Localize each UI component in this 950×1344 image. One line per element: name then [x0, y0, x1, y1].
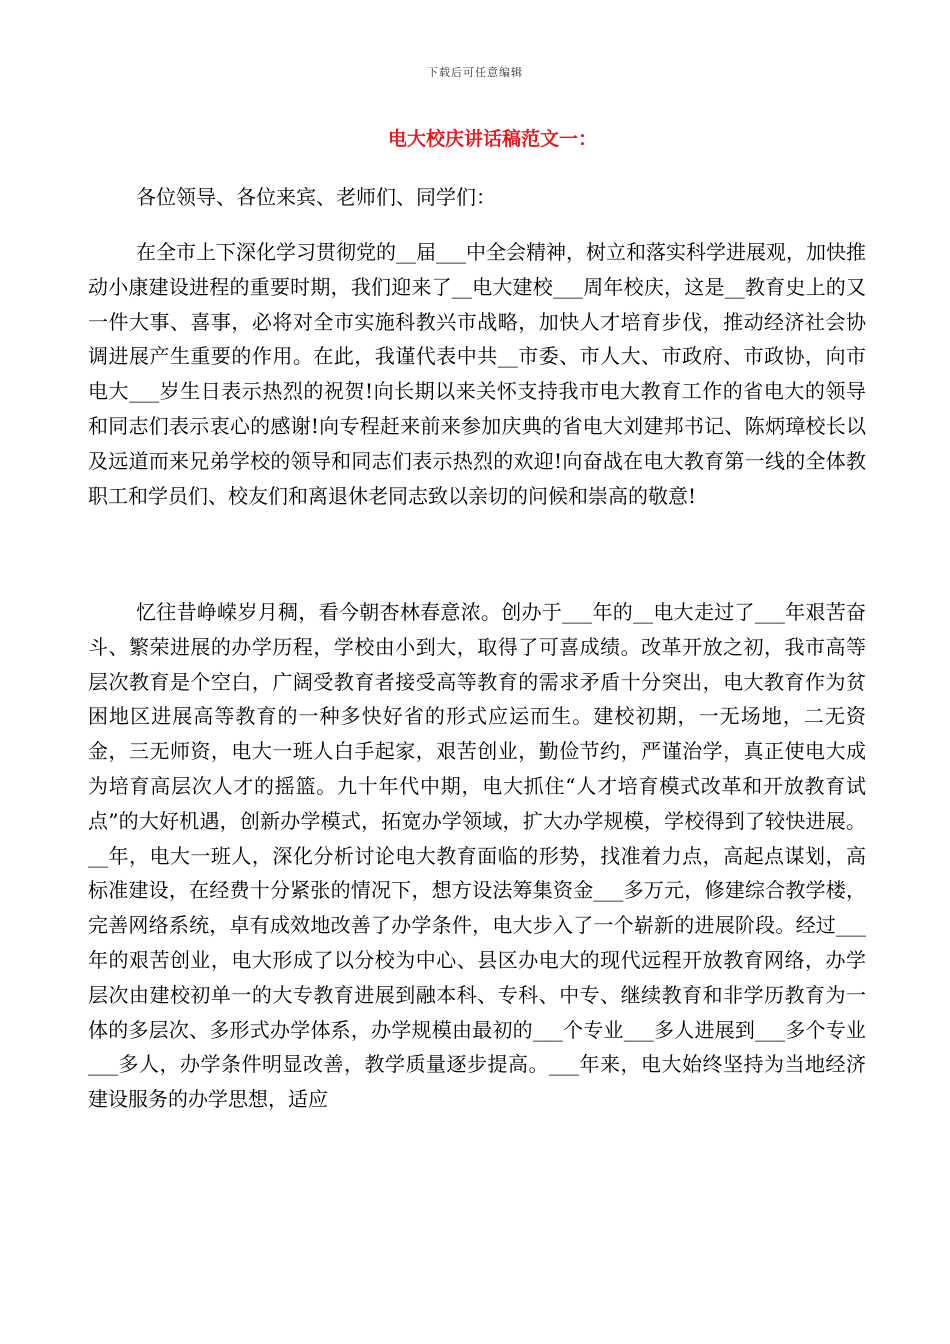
body-paragraph-1: 在全市上下深化学习贯彻党的__届___中全会精神，树立和落实科学进展观，加快推动小康建设进程的重要时期，我们迎来了__电大建校___周年校庆，这是__教育史上的又一件大事、喜事，必将对全市实施科教兴市战略，加快人才培育步伐，推动经济社会协调进展产生重要的作用。在此，我谨代表中共__市委、市人大、市政府、市政协，向市电大___岁生日表示热烈的祝贺!向长期以来关怀支持我市电大教育工作的省电大的领导和同志们表示衷心的感谢!向专程赶来前来参加庆典的省电大刘建邦书记、陈炳璋校长以及远道而来兄弟学校的领导和同志们表示热烈的欢迎!向奋战在电大教育第一线的全体教职工和学员们、校友们和离退休老同志致以亲切的问候和崇高的敬意!	[88, 240, 866, 508]
document-title: 电大校庆讲话稿范文一：	[387, 128, 597, 150]
salutation: 各位领导、各位来宾、老师们、同学们：	[136, 185, 496, 209]
header-note: 下载后可任意编辑	[427, 66, 523, 79]
body-paragraph-2: 忆往昔峥嵘岁月稠，看今朝杏林春意浓。创办于___年的__电大走过了___年艰苦奋斗、繁荣进展的办学历程，学校由小到大，取得了可喜成绩。改革开放之初，我市高等层次教育是个空白，广阔受教育者接受高等教育的需求矛盾十分突出，电大教育作为贫困地区进展高等教育的一种多快好省的形式应运而生。建校初期，一无场地，二无资金，三无师资，电大一班人白手起家，艰苦创业，勤俭节约，严谨治学，真正使电大成为培育高层次人才的摇篮。九十年代中期，电大抓住“人才培育模式改革和开放教育试点”的大好机遇，创新办学模式，拓宽办学领域，扩大办学规模，学校得到了较快进展。__年，电大一班人，深化分析讨论电大教育面临的形势，找准着力点，高起点谋划，高标准建设，在经费十分紧张的情况下，想方设法筹集资金___多万元，修建综合教学楼，完善网络系统，卓有成效地改善了办学条件，电大步入了一个崭新的进展阶段。经过___年的艰苦创业，电大形成了以分校为中心、县区办电大的现代远程开放教育网络，办学层次由建校初单一的大专教育进展到融本科、专科、中专、继续教育和非学历教育为一体的多层次、多形式办学体系，办学规模由最初的___个专业___多人进展到___多个专业___多人，办学条件明显改善，教学质量逐步提高。___年来，电大始终坚持为当地经济建设服务的办学思想，适应	[88, 600, 866, 1112]
